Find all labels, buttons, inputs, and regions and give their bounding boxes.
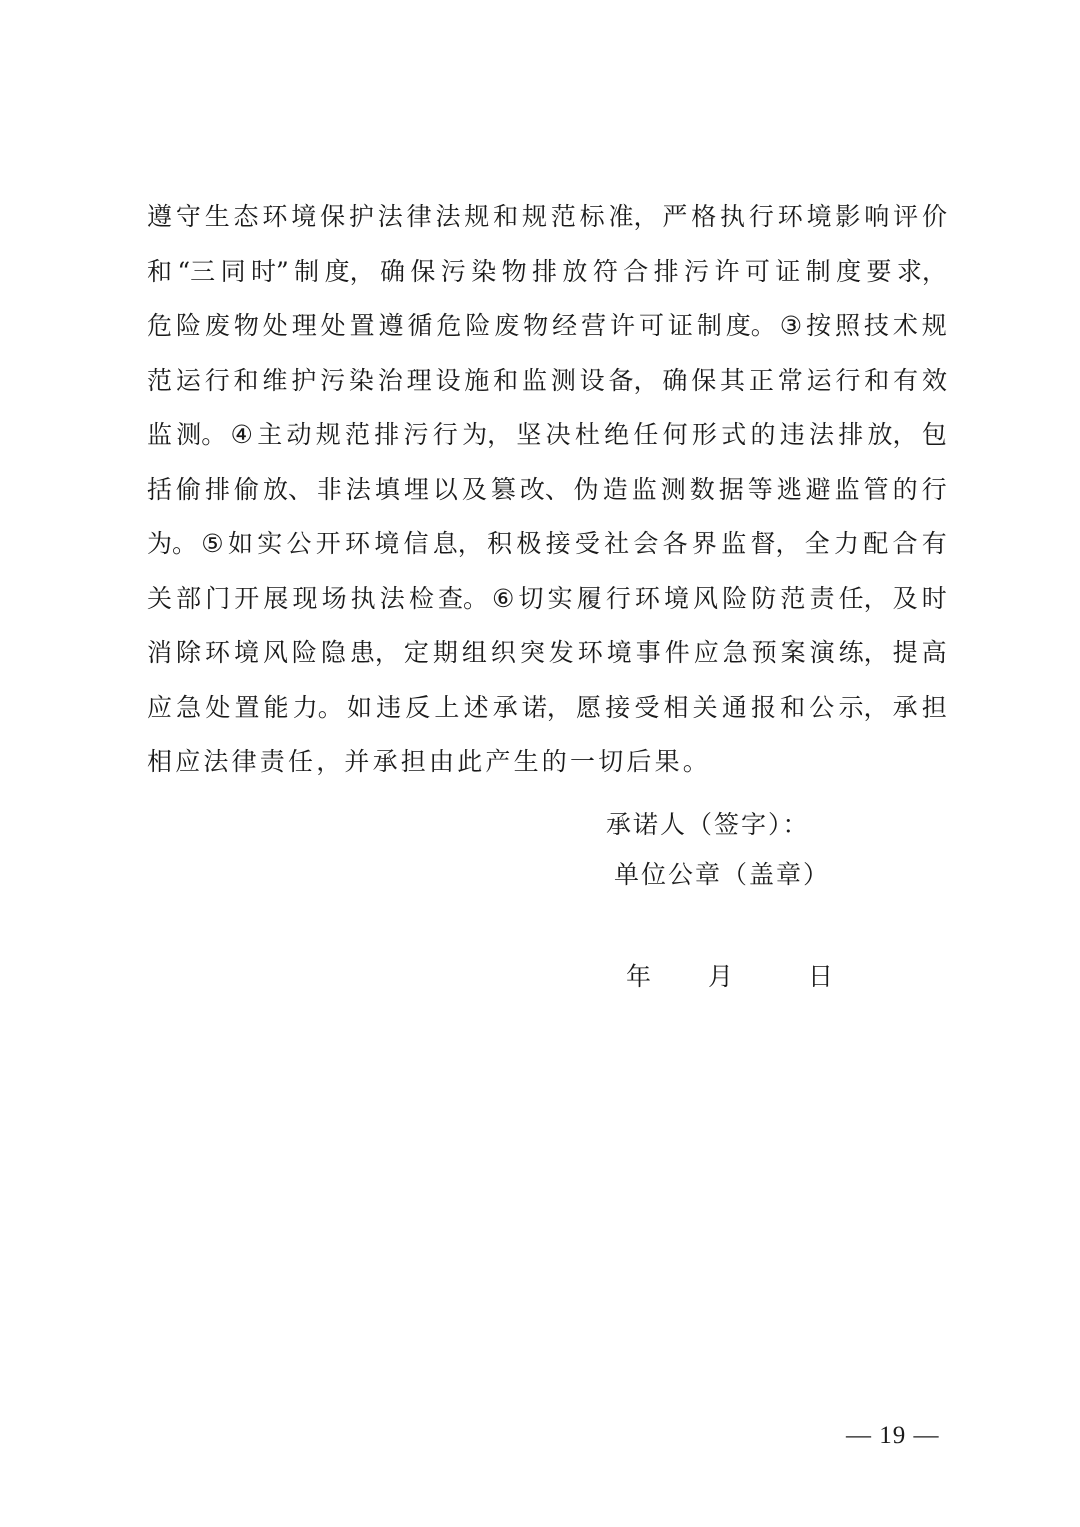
body-glyph: 行 — [921, 474, 947, 504]
body-glyph: 污 — [440, 256, 466, 286]
body-glyph: 急 — [176, 692, 202, 722]
body-glyph: 治 — [377, 365, 403, 395]
body-glyph: 规 — [921, 311, 947, 340]
body-glyph: 标 — [579, 202, 605, 231]
body-glyph: 偷 — [233, 474, 259, 504]
body-glyph: 境 — [233, 638, 259, 667]
body-glyph: 患， — [349, 638, 400, 667]
body-glyph: 期 — [432, 638, 458, 667]
body-glyph: 和 — [493, 202, 519, 231]
body-glyph: 发 — [548, 638, 574, 667]
body-glyph: 息， — [432, 529, 483, 558]
body-glyph: 数 — [689, 474, 715, 504]
body-glyph: 理 — [291, 311, 317, 340]
body-glyph: 通 — [721, 692, 747, 722]
body-glyph: 求， — [896, 256, 947, 286]
body-glyph: 行 — [835, 365, 861, 395]
body-glyph: 同 — [220, 256, 246, 286]
body-glyph: 的 — [750, 420, 776, 449]
body-glyph: 许 — [714, 256, 740, 286]
body-glyph: 影 — [835, 202, 861, 231]
body-glyph: 各 — [662, 529, 688, 558]
body-glyph: 为， — [462, 420, 513, 449]
body-glyph: 放， — [867, 420, 918, 449]
body-glyph: 运 — [806, 365, 832, 395]
body-glyph: 包 — [921, 420, 947, 449]
body-glyph: 场 — [321, 583, 347, 613]
body-glyph: 组 — [461, 638, 487, 667]
body-glyph: 积 — [487, 529, 513, 558]
body-glyph: 接 — [545, 529, 571, 558]
body-glyph: 和 — [493, 365, 519, 395]
body-glyph: 放、 — [262, 474, 313, 504]
body-glyph: 生 — [204, 202, 230, 231]
body-glyph: 度。 — [725, 311, 776, 340]
body-glyph: 决 — [545, 420, 571, 449]
body-glyph: 消 — [147, 638, 173, 667]
body-glyph: 符 — [592, 256, 618, 286]
body-line — [147, 190, 947, 245]
body-glyph: 改、 — [519, 474, 570, 504]
body-glyph: 风 — [262, 638, 288, 667]
body-glyph: 格 — [691, 202, 717, 231]
body-glyph: 效 — [921, 365, 947, 395]
body-glyph: 法 — [379, 583, 405, 613]
body-line — [147, 626, 947, 681]
body-glyph: 污 — [320, 365, 346, 395]
body-glyph: 绝 — [604, 420, 630, 449]
body-glyph: 应 — [147, 692, 173, 722]
body-glyph: 演 — [809, 638, 835, 667]
body-glyph: 营 — [581, 311, 607, 340]
month-label: 月 — [708, 962, 734, 991]
body-line — [147, 463, 947, 518]
body-glyph: 评 — [893, 202, 919, 231]
body-glyph: 关 — [692, 692, 718, 722]
body-glyph: 和 — [233, 365, 259, 395]
body-glyph: 力。 — [292, 692, 343, 722]
body-glyph: 诺， — [521, 692, 572, 722]
body-glyph: 上 — [434, 692, 460, 722]
body-glyph: 排 — [838, 420, 864, 449]
body-glyph: 受 — [574, 529, 600, 558]
body-glyph: 等 — [747, 474, 773, 504]
body-glyph: 险 — [465, 311, 491, 340]
body-glyph: 态 — [233, 202, 259, 231]
body-glyph: 括 — [147, 474, 173, 504]
body-glyph: 险 — [175, 311, 201, 340]
body-last-line: 相应法律责任，并承担由此产生的一切后果。 — [147, 747, 712, 776]
body-glyph: 动 — [286, 420, 312, 449]
body-glyph: 合 — [623, 256, 649, 286]
body-glyph: 严 — [662, 202, 688, 231]
body-glyph: 督， — [750, 529, 801, 558]
body-glyph: 准， — [608, 202, 659, 231]
body-glyph: 法 — [808, 420, 834, 449]
body-glyph: 的 — [892, 474, 918, 504]
body-glyph: 处 — [262, 311, 288, 340]
body-glyph: 信 — [403, 529, 429, 558]
body-glyph: 合 — [892, 529, 918, 558]
body-glyph: 逃 — [776, 474, 802, 504]
body-glyph: 为。 — [147, 529, 198, 558]
body-glyph: 风 — [693, 583, 719, 613]
body-glyph: 物 — [501, 256, 527, 286]
body-glyph: 主 — [257, 420, 283, 449]
body-glyph: 式 — [721, 420, 747, 449]
body-line — [147, 681, 947, 736]
body-glyph: 提 — [892, 638, 918, 667]
body-glyph: 法 — [377, 202, 403, 231]
body-line — [147, 517, 947, 572]
body-glyph: 规 — [315, 420, 341, 449]
body-glyph: 法 — [345, 474, 371, 504]
body-glyph: 排 — [204, 474, 230, 504]
body-glyph: 时” — [250, 256, 289, 286]
body-glyph: 污 — [403, 420, 429, 449]
body-glyph: 测 — [660, 474, 686, 504]
body-line — [147, 572, 947, 627]
body-glyph: 遵 — [378, 311, 404, 340]
body-glyph: 愿 — [576, 692, 602, 722]
body-glyph: 任 — [633, 420, 659, 449]
body-glyph: 设 — [435, 365, 461, 395]
body-glyph: 律 — [406, 202, 432, 231]
body-glyph: 范 — [345, 420, 371, 449]
body-glyph: 事 — [635, 638, 661, 667]
body-glyph: 定 — [403, 638, 429, 667]
body-glyph: 极 — [516, 529, 542, 558]
body-glyph: 隐 — [320, 638, 346, 667]
body-glyph: 环 — [262, 202, 288, 231]
body-glyph: 理 — [406, 365, 432, 395]
body-glyph: 排 — [532, 256, 558, 286]
body-glyph: 突 — [519, 638, 545, 667]
body-glyph: 时 — [921, 583, 947, 613]
body-glyph: 管 — [863, 474, 889, 504]
body-glyph: 形 — [691, 420, 717, 449]
body-glyph: 境 — [806, 202, 832, 231]
body-glyph: 执 — [350, 583, 376, 613]
body-glyph: 许 — [610, 311, 636, 340]
body-glyph: 监 — [631, 474, 657, 504]
body-glyph: 实 — [547, 583, 573, 613]
body-glyph: 造 — [602, 474, 628, 504]
body-glyph: 行 — [204, 365, 230, 395]
body-glyph: 急 — [722, 638, 748, 667]
body-glyph: 织 — [490, 638, 516, 667]
body-glyph: 染 — [471, 256, 497, 286]
body-glyph: 监 — [147, 420, 173, 449]
body-glyph: 开 — [315, 529, 341, 558]
body-glyph: ④ — [230, 420, 253, 449]
body-glyph: 确 — [379, 256, 405, 286]
body-glyph: 实 — [257, 529, 283, 558]
body-glyph: 染 — [348, 365, 374, 395]
body-glyph: 杜 — [574, 420, 600, 449]
body-glyph: 开 — [234, 583, 260, 613]
body-glyph: 境 — [606, 638, 632, 667]
body-glyph: 监 — [521, 365, 547, 395]
body-glyph: 埋 — [403, 474, 429, 504]
body-glyph: 保 — [691, 365, 717, 395]
body-glyph: “三 — [177, 256, 216, 286]
body-glyph: 度 — [836, 256, 862, 286]
body-line — [147, 354, 947, 409]
body-glyph: 监 — [834, 474, 860, 504]
body-glyph: 界 — [691, 529, 717, 558]
body-glyph: 门 — [205, 583, 231, 613]
body-glyph: 环 — [777, 202, 803, 231]
body-glyph: 填 — [374, 474, 400, 504]
body-glyph: 证 — [667, 311, 693, 340]
body-glyph: 制 — [696, 311, 722, 340]
body-glyph: ⑥ — [492, 583, 515, 613]
body-glyph: 护 — [291, 365, 317, 395]
body-glyph: 查。 — [437, 583, 488, 613]
body-glyph: 物 — [233, 311, 259, 340]
body-glyph: 险 — [722, 583, 748, 613]
body-glyph: 切 — [518, 583, 544, 613]
body-glyph: 相 — [663, 692, 689, 722]
body-glyph: 制 — [805, 256, 831, 286]
body-glyph: 非 — [316, 474, 342, 504]
body-glyph: 任， — [838, 583, 889, 613]
body-glyph: 施 — [464, 365, 490, 395]
body-glyph: 放 — [562, 256, 588, 286]
body-glyph: 境 — [374, 529, 400, 558]
body-glyph: 其 — [720, 365, 746, 395]
unit-stamp-label: 单位公章（盖章） — [614, 860, 831, 889]
body-glyph: 会 — [633, 529, 659, 558]
body-glyph: 及 — [461, 474, 487, 504]
body-glyph: 行 — [432, 420, 458, 449]
body-glyph: 有 — [921, 529, 947, 558]
body-glyph: 行 — [748, 202, 774, 231]
body-glyph: 偷 — [175, 474, 201, 504]
body-glyph: 法 — [435, 202, 461, 231]
body-glyph: 接 — [605, 692, 631, 722]
body-glyph: 环 — [204, 638, 230, 667]
body-glyph: 有 — [893, 365, 919, 395]
body-glyph: 术 — [892, 311, 918, 340]
body-glyph: 遵 — [147, 202, 173, 231]
body-glyph: 规 — [464, 202, 490, 231]
body-glyph: 部 — [176, 583, 202, 613]
body-glyph: 社 — [604, 529, 630, 558]
body-glyph: 技 — [863, 311, 889, 340]
body-glyph: 避 — [805, 474, 831, 504]
body-glyph: 如 — [227, 529, 253, 558]
commitment-body-text — [147, 190, 947, 790]
body-glyph: 据 — [718, 474, 744, 504]
body-glyph: 以 — [432, 474, 458, 504]
body-glyph: 伪 — [573, 474, 599, 504]
date-line — [626, 950, 833, 1004]
body-line — [147, 245, 947, 300]
body-glyph: ③ — [779, 311, 803, 340]
body-glyph: 应 — [693, 638, 719, 667]
body-glyph: 制 — [294, 256, 320, 286]
body-glyph: 污 — [684, 256, 710, 286]
body-glyph: 确 — [662, 365, 688, 395]
body-glyph: 件 — [664, 638, 690, 667]
body-glyph: 展 — [263, 583, 289, 613]
body-glyph: 如 — [346, 692, 372, 722]
body-glyph: 环 — [577, 638, 603, 667]
body-glyph: 配 — [863, 529, 889, 558]
body-glyph: 置 — [349, 311, 375, 340]
body-glyph: 物 — [523, 311, 549, 340]
body-glyph: 全 — [804, 529, 830, 558]
signature-block — [606, 800, 830, 900]
body-glyph: 承 — [492, 692, 518, 722]
body-glyph: 环 — [634, 583, 660, 613]
body-glyph: 守 — [175, 202, 201, 231]
body-glyph: 力 — [833, 529, 859, 558]
body-glyph: 责 — [809, 583, 835, 613]
body-glyph: 公 — [286, 529, 312, 558]
body-glyph: 报 — [750, 692, 776, 722]
body-glyph: 和 — [780, 692, 806, 722]
body-glyph: 维 — [262, 365, 288, 395]
body-glyph: 排 — [653, 256, 679, 286]
body-glyph: 保 — [410, 256, 436, 286]
body-glyph: 规 — [521, 202, 547, 231]
body-glyph: 度， — [324, 256, 375, 286]
body-glyph: 证 — [775, 256, 801, 286]
body-glyph: 经 — [552, 311, 578, 340]
body-glyph: 循 — [407, 311, 433, 340]
promisor-signature-label: 承诺人（签字）： — [606, 810, 810, 839]
body-glyph: 险 — [291, 638, 317, 667]
body-glyph: 测 — [550, 365, 576, 395]
body-glyph: 可 — [744, 256, 770, 286]
page-number: — 19 — — [846, 1422, 940, 1449]
body-glyph: 护 — [348, 202, 374, 231]
body-line — [147, 299, 947, 354]
body-glyph: 范 — [550, 202, 576, 231]
body-glyph: 及 — [892, 583, 918, 613]
body-glyph: 正 — [748, 365, 774, 395]
body-glyph: 反 — [405, 692, 431, 722]
body-glyph: 环 — [345, 529, 371, 558]
body-glyph: 危 — [147, 311, 173, 340]
body-glyph: 范 — [147, 365, 173, 395]
body-glyph: 坚 — [516, 420, 542, 449]
year-label: 年 — [626, 962, 652, 991]
body-glyph: 危 — [436, 311, 462, 340]
body-glyph: 备， — [608, 365, 659, 395]
body-glyph: 履 — [576, 583, 602, 613]
body-glyph: 范 — [780, 583, 806, 613]
body-glyph: 置 — [234, 692, 260, 722]
body-glyph: 和 — [147, 256, 173, 286]
body-glyph: 价 — [921, 202, 947, 231]
body-glyph: 按 — [806, 311, 832, 340]
body-glyph: 何 — [662, 420, 688, 449]
body-glyph: 执 — [720, 202, 746, 231]
body-glyph: 现 — [292, 583, 318, 613]
body-glyph: 防 — [751, 583, 777, 613]
body-glyph: 能 — [263, 692, 289, 722]
body-glyph: 受 — [634, 692, 660, 722]
body-glyph: 除 — [175, 638, 201, 667]
body-glyph: 运 — [175, 365, 201, 395]
body-glyph: 要 — [866, 256, 892, 286]
body-glyph: 可 — [638, 311, 664, 340]
body-glyph: 公 — [809, 692, 835, 722]
body-glyph: 监 — [721, 529, 747, 558]
body-glyph: 练， — [838, 638, 889, 667]
day-label: 日 — [808, 962, 834, 991]
body-glyph: 废 — [204, 311, 230, 340]
body-glyph: 常 — [777, 365, 803, 395]
body-glyph: 测。 — [176, 420, 227, 449]
body-glyph: 检 — [408, 583, 434, 613]
body-glyph: 处 — [205, 692, 231, 722]
body-glyph: 违 — [376, 692, 402, 722]
body-glyph: 排 — [374, 420, 400, 449]
body-glyph: 违 — [779, 420, 805, 449]
body-glyph: 照 — [834, 311, 860, 340]
body-glyph: 担 — [921, 692, 947, 722]
body-glyph: 设 — [579, 365, 605, 395]
body-glyph: 高 — [921, 638, 947, 667]
body-glyph: 预 — [751, 638, 777, 667]
body-glyph: 保 — [320, 202, 346, 231]
body-glyph: ⑤ — [201, 529, 224, 558]
body-glyph: 示， — [838, 692, 889, 722]
body-line — [147, 408, 947, 463]
body-glyph: 响 — [864, 202, 890, 231]
body-glyph: 处 — [320, 311, 346, 340]
body-glyph: 案 — [780, 638, 806, 667]
body-glyph: 行 — [605, 583, 631, 613]
body-glyph: 和 — [864, 365, 890, 395]
body-glyph: 境 — [291, 202, 317, 231]
body-glyph: 境 — [664, 583, 690, 613]
body-glyph: 述 — [463, 692, 489, 722]
body-glyph: 废 — [494, 311, 520, 340]
body-glyph: 承 — [892, 692, 918, 722]
body-glyph: 关 — [147, 583, 173, 613]
body-glyph: 篡 — [490, 474, 516, 504]
